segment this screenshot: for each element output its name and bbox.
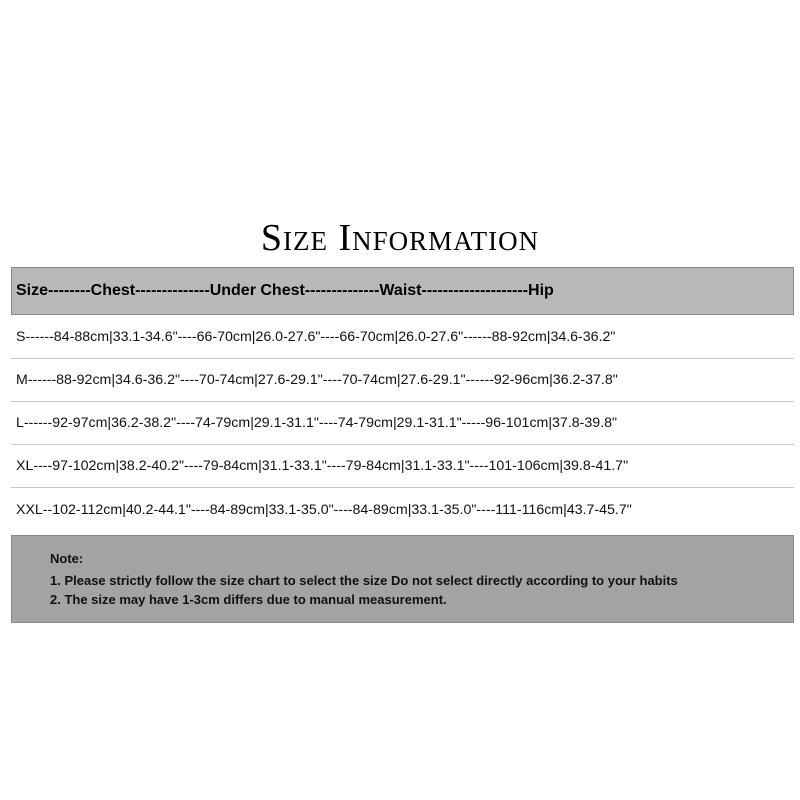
- table-row: [11, 316, 794, 359]
- note-title: Note:: [50, 551, 84, 566]
- row-size-s: S------84-88cm|33.1-34.6"----66-70cm|26.0-27.6"----66-70cm|26.0-27.6"------88-92cm|34.6-36.2": [16, 329, 616, 345]
- table-row: [11, 402, 794, 445]
- page-title: Size Information: [260, 217, 540, 259]
- row-size-l: L------92-97cm|36.2-38.2"----74-79cm|29.1-31.1"----74-79cm|29.1-31.1"-----96-101cm|37.8-39.8": [16, 415, 618, 431]
- header-label: Size--------Chest--------------Under Chest--------------Waist--------------------Hip: [16, 282, 554, 299]
- note-line-1: 1. Please strictly follow the size chart to select the size Do not select directly according to your habits: [50, 573, 678, 588]
- size-table-header: [11, 267, 794, 315]
- note-box: [11, 535, 794, 623]
- note-line-2: 2. The size may have 1-3cm differs due to manual measurement.: [50, 592, 447, 607]
- row-size-m: M------88-92cm|34.6-36.2"----70-74cm|27.6-29.1"----70-74cm|27.6-29.1"------92-96cm|36.2-37.8": [16, 372, 618, 388]
- size-table: [11, 316, 794, 531]
- row-size-xxl: XXL--102-112cm|40.2-44.1"----84-89cm|33.1-35.0"----84-89cm|33.1-35.0"----111-116cm|43.7-45.7": [16, 501, 632, 518]
- table-row: [11, 445, 794, 488]
- row-size-xl: XL----97-102cm|38.2-40.2"----79-84cm|31.1-33.1"----79-84cm|31.1-33.1"----101-106cm|39.8-41.7": [16, 458, 629, 474]
- table-row: [11, 359, 794, 402]
- table-row: [11, 488, 794, 531]
